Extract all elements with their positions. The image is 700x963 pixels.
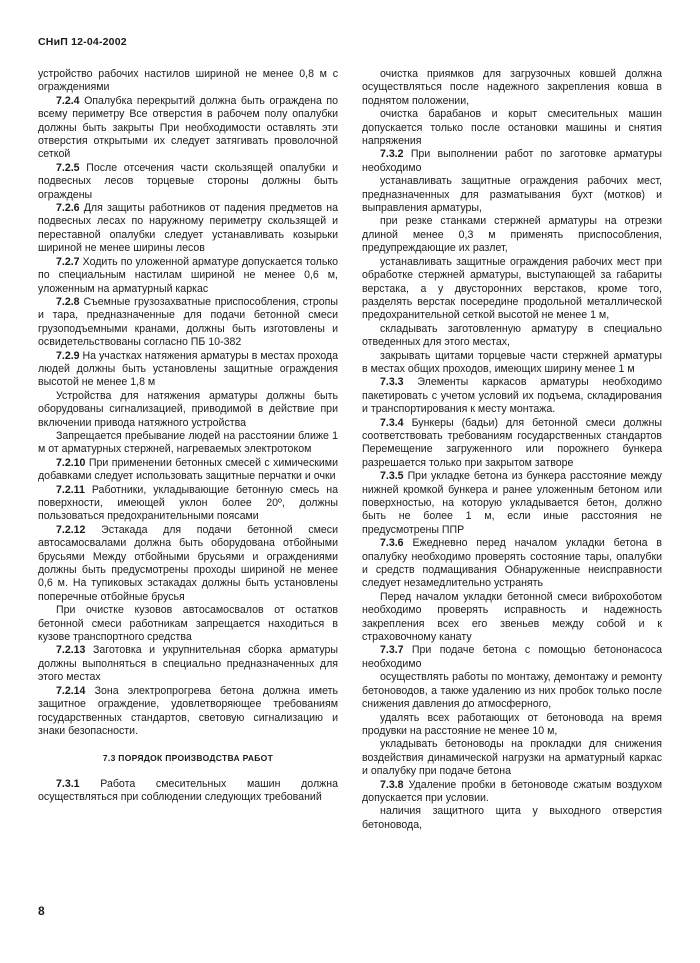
paragraph-text: При очистке кузовов автосамосвалов от остатков бетонной смеси работникам запрещается находиться в кузове транспортного средства — [38, 604, 338, 644]
paragraph — [362, 537, 662, 591]
section-title: 7.3 ПОРЯДОК ПРОИЗВОДСТВА РАБОТ — [102, 753, 274, 764]
paragraph — [38, 390, 338, 430]
paragraph — [38, 604, 338, 644]
paragraph-text: удалять всех работающих от бетоновода на время продувки на расстояние не менее 10 м, — [362, 711, 662, 737]
paragraph — [362, 108, 662, 148]
paragraph — [362, 712, 662, 739]
paragraph — [38, 430, 338, 457]
clause-number: 7.2.8 — [56, 295, 80, 308]
page-number: 8 — [38, 904, 45, 918]
paragraph-text: Устройства для натяжения арматуры должны быть оборудованы сигнализацией, приводимой в действие при включении привода натяжного устройства — [38, 389, 338, 429]
paragraph — [38, 484, 338, 524]
paragraph-text: Ежедневно перед началом укладки бетона в опалубку необходимо проверять состояние тары, опалубки и средств подмащивания Обнаруженные неисправности следует незамедлительно устранять — [362, 537, 662, 590]
left-column-section-paragraphs — [38, 778, 338, 805]
paragraph-text: очистка приямков для загрузочных ковшей должна осуществляться после надежного закрепления ковша в поднятом положении, — [362, 68, 662, 107]
paragraph — [362, 323, 662, 350]
paragraph-text: Зона электропрогрева бетона должна иметь защитное ограждение, удовлетворяющее требованиям государственных стандартов, световую сигнализацию и знаки безопасности. — [38, 684, 338, 737]
paragraph-text: очистка барабанов и корыт смесительных машин допускается только после остановки машины и снятия напряжения — [362, 108, 662, 148]
paragraph — [362, 470, 662, 537]
paragraph — [38, 350, 338, 390]
clause-number: 7.3.7 — [380, 644, 404, 657]
paragraph — [38, 202, 338, 256]
paragraph-text: Опалубка перекрытий должна быть ограждена по всему периметру Все отверстия в рабочем полу опалубки должны быть закрыты При необходимости оставлять эти отверстия открытыми их следует затягивать проволочной сеткой — [38, 94, 338, 161]
clause-number: 7.3.4 — [380, 416, 404, 429]
clause-number: 7.3.6 — [380, 537, 404, 550]
paragraph-text: Бункеры (бадьи) для бетонной смеси должны соответствовать требованиям государственных стандартов Перемещение загруженного или порожнего бункера разрешается только при закрытом затворе — [362, 416, 662, 469]
paragraph-text: Для защиты работников от падения предметов на подвесных лесах по наружному периметру скользящей и переставной опалубки следует устанавливать козырьки шириной не менее ширины лесов — [38, 202, 338, 255]
paragraph-text: Перед началом укладки бетонной смеси виброхоботом необходимо проверять исправность и надежность закрепления всех его звеньев между собой и к страховочному канату — [362, 590, 662, 644]
paragraph-text: укладывать бетоноводы на прокладки для снижения воздействия динамической нагрузки на арматурный каркас и опалубку при подаче бетона — [362, 738, 662, 778]
paragraph-text: Эстакада для подачи бетонной смеси автосамосвалами должна быть оборудована отбойными брусьями Между отбойными брусьями и ограждениями должны быть предусмотрены проходы шириной не менее 0,6 м. На тупиковых эстакадах должны быть установлены поперечные отбойные брусья — [38, 523, 338, 603]
paragraph-text: Работа смесительных машин должна осуществляться при соблюдении следующих требований — [38, 777, 338, 804]
paragraph — [38, 296, 338, 350]
paragraph-text: При укладке бетона из бункера расстояние между нижней кромкой бункера и ранее уложенным бетоном или поверхностью, на которую укладывается бетон, должно быть не более 1 м, если иные расстояния не предусмотрены ППР — [362, 470, 662, 536]
clause-number: 7.3.2 — [380, 148, 404, 161]
paragraph-text: После отсечения части скользящей опалубки и подвесных лесов торцевые стороны должны быть ограждены — [38, 161, 339, 201]
clause-number: 7.2.13 — [56, 644, 86, 657]
document-code: СНиП 12-04-2002 — [38, 36, 127, 48]
clause-number: 7.2.4 — [56, 94, 80, 107]
paragraph — [38, 778, 338, 805]
left-column — [38, 68, 338, 805]
clause-number: 7.2.11 — [56, 483, 85, 496]
paragraph — [38, 256, 338, 296]
paragraph-text: устройство рабочих настилов шириной не менее 0,8 м с ограждениями — [38, 68, 338, 94]
paragraph — [362, 779, 662, 806]
paragraph — [362, 591, 662, 645]
paragraph — [362, 671, 662, 711]
paragraph-text: Ходить по уложенной арматуре допускается только по специальным настилам шириной не менее 0,6 м, уложенным на арматурный каркас — [38, 255, 338, 295]
clause-number: 7.3.8 — [380, 778, 404, 791]
paragraph-text: устанавливать защитные ограждения рабочих мест при обработке стержней арматуры, выступающей за габариты верстака, а у двусторонних верстаков, кроме того, разделять верстак посередине продольной металлической предохранительной сеткой высотой не менее 1 м, — [362, 255, 662, 322]
paragraph-text: Запрещается пребывание людей на расстоянии ближе 1 м от арматурных стержней, нагреваемых электротоком — [38, 429, 338, 456]
paragraph — [38, 95, 338, 162]
paragraph — [38, 68, 338, 95]
paragraph-text: устанавливать защитные ограждения рабочих мест, предназначенных для разматывания бухт (мотков) и выправления арматуры, — [362, 175, 662, 215]
paragraph-text: Удаление пробки в бетоноводе сжатым воздухом допускается при условии. — [362, 778, 663, 804]
paragraph-text: наличия защитного щита у выходного отверстия бетоновода, — [362, 805, 662, 831]
clause-number: 7.2.10 — [56, 456, 86, 469]
paragraph — [362, 350, 662, 377]
clause-number: 7.3.1 — [56, 777, 80, 790]
paragraph-text: При применении бетонных смесей с химическими добавками следует использовать защитные перчатки и очки — [38, 456, 338, 483]
paragraph — [362, 256, 662, 323]
clause-number: 7.2.6 — [56, 202, 80, 215]
paragraph — [362, 68, 662, 108]
paragraph-text: Заготовка и укрупнительная сборка арматуры должны выполняться в специально предназначенных для этого местах — [38, 644, 338, 684]
paragraph-text: Работники, укладывающие бетонную смесь на поверхности, имеющей уклон более 20º, должны пользоваться предохранительными поясами — [38, 483, 338, 523]
clause-number: 7.2.14 — [56, 684, 86, 697]
paragraph — [38, 685, 338, 739]
paragraph — [38, 644, 338, 684]
paragraph — [362, 215, 662, 255]
paragraph — [362, 805, 662, 832]
paragraph — [38, 162, 338, 202]
paragraph-text: Съемные грузозахватные приспособления, стропы и тара, предназначенные для подачи бетонной смеси грузоподъемными кранами, должны быть изготовлены и освидетельствованы согласно ПБ 10-382 — [38, 295, 338, 349]
clause-number: 7.2.5 — [56, 161, 80, 174]
paragraph — [38, 457, 338, 484]
paragraph-text: осуществлять работы по монтажу, демонтажу и ремонту бетоноводов, а также удалению из них пробок только после снижения давления до атмосферного, — [362, 671, 662, 711]
paragraph — [362, 376, 662, 416]
clause-number: 7.2.9 — [56, 349, 80, 362]
clause-number: 7.3.3 — [380, 376, 404, 389]
paragraph-text: На участках натяжения арматуры в местах прохода людей должны быть установлены защитные ограждения высотой не менее 1,8 м — [38, 349, 338, 389]
paragraph-text: При выполнении работ по заготовке арматуры необходимо — [362, 148, 662, 174]
clause-number: 7.2.7 — [56, 255, 80, 268]
clause-number: 7.3.5 — [380, 470, 404, 483]
paragraph-text: при резке станками стержней арматуры на отрезки длиной менее 0,3 м применять приспособления, предупреждающие их разлет, — [362, 215, 662, 255]
paragraph — [362, 175, 662, 215]
paragraph-text: При подаче бетона с помощью бетононасоса необходимо — [362, 644, 662, 670]
paragraph-text: Элементы каркасов арматуры необходимо пакетировать с учетом условий их подъема, складирования и транспортирования к месту монтажа. — [362, 376, 662, 416]
paragraph-text: складывать заготовленную арматуру в специально отведенных для этого местах, — [362, 322, 662, 349]
paragraph — [362, 644, 662, 671]
clause-number: 7.2.12 — [56, 523, 86, 536]
right-column — [362, 68, 662, 832]
paragraph — [362, 148, 662, 175]
left-column-paragraphs — [38, 68, 338, 738]
paragraph-text: закрывать щитами торцевые части стержней арматуры в местах общих проходов, имеющих ширину менее 1 м — [362, 349, 662, 375]
right-column-paragraphs — [362, 68, 662, 832]
paragraph — [362, 738, 662, 778]
paragraph — [38, 524, 338, 604]
paragraph — [362, 417, 662, 471]
